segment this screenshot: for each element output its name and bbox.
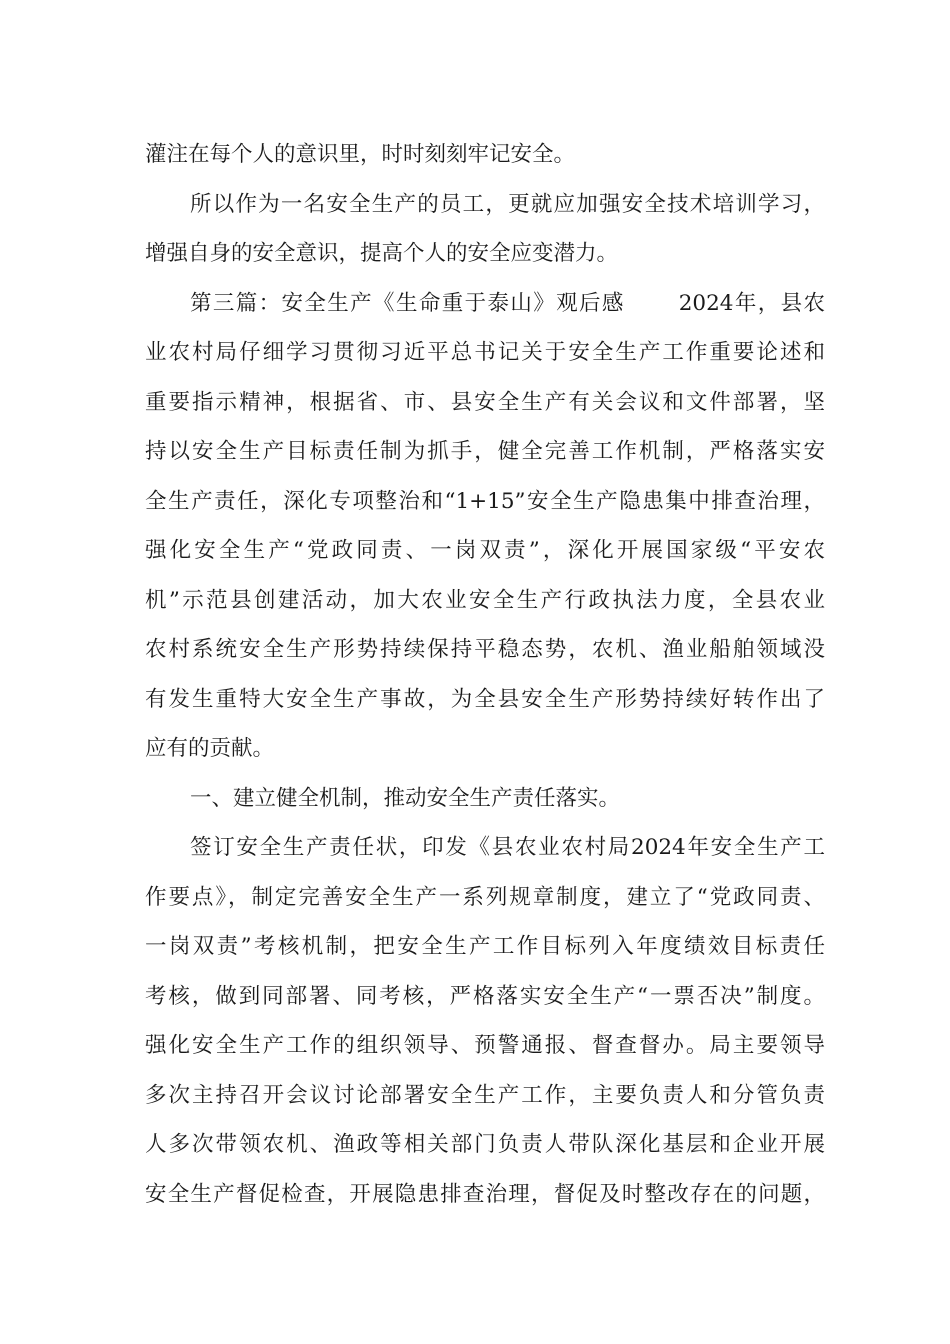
text-line: 强化安全生产“党政同责、一岗双责”，深化开展国家级“平安农 [145, 538, 825, 563]
subheading-line: 一、建立健全机制，推动安全生产责任落实。 [190, 785, 621, 811]
text-line: 全生产责任，深化专项整治和“1+15”安全生产隐患集中排查治理， [145, 488, 825, 514]
text-line: 持以安全生产目标责任制为抓手，健全完善工作机制，严格落实安 [145, 439, 825, 464]
text-line: 一岗双责”考核机制，把安全生产工作目标列入年度绩效目标责任 [145, 934, 825, 959]
text-line: 重要指示精神，根据省、市、县安全生产有关会议和文件部署，坚 [145, 389, 825, 415]
text-line: 农村系统安全生产形势持续保持平稳态势，农机、渔业船舶领域没 [145, 637, 825, 662]
text-line: 增强自身的安全意识，提高个人的安全应变潜力。 [145, 241, 619, 266]
text-line: 考核，做到同部署、同考核，严格落实安全生产“一票否决”制度。 [145, 983, 825, 1009]
text-line: 多次主持召开会议讨论部署安全生产工作，主要负责人和分管负责 [145, 1082, 825, 1108]
text-line: 机”示范县创建活动，加大农业安全生产行政执法力度，全县农业 [145, 587, 825, 613]
text-line: 业农村局仔细学习贯彻习近平总书记关于安全生产工作重要论述和 [145, 340, 825, 365]
text-line: 灌注在每个人的意识里，时时刻刻牢记安全。 [145, 142, 576, 167]
paragraph-first-line: 所以作为一名安全生产的员工，更就应加强安全技术培训学习， [190, 191, 825, 217]
text-line: 安全生产督促检查，开展隐患排查治理，督促及时整改存在的问题， [145, 1181, 825, 1207]
text-line: 作要点》，制定完善安全生产一系列规章制度，建立了“党政同责、 [145, 884, 825, 910]
section-heading-line: 第三篇：安全生产《生命重于泰山》观后感 2024年，县农 [190, 290, 825, 316]
text-line: 应有的贡献。 [145, 736, 275, 761]
text-line: 人多次带领农机、渔政等相关部门负责人带队深化基层和企业开展 [145, 1132, 825, 1157]
paragraph-first-line: 签订安全生产责任状，印发《县农业农村局2024年安全生产工 [190, 835, 825, 860]
body-text [145, 130, 825, 1219]
text-line: 有发生重特大安全生产事故，为全县安全生产形势持续好转作出了 [145, 686, 825, 712]
text-line: 强化安全生产工作的组织领导、预警通报、督查督办。局主要领导 [145, 1033, 825, 1058]
